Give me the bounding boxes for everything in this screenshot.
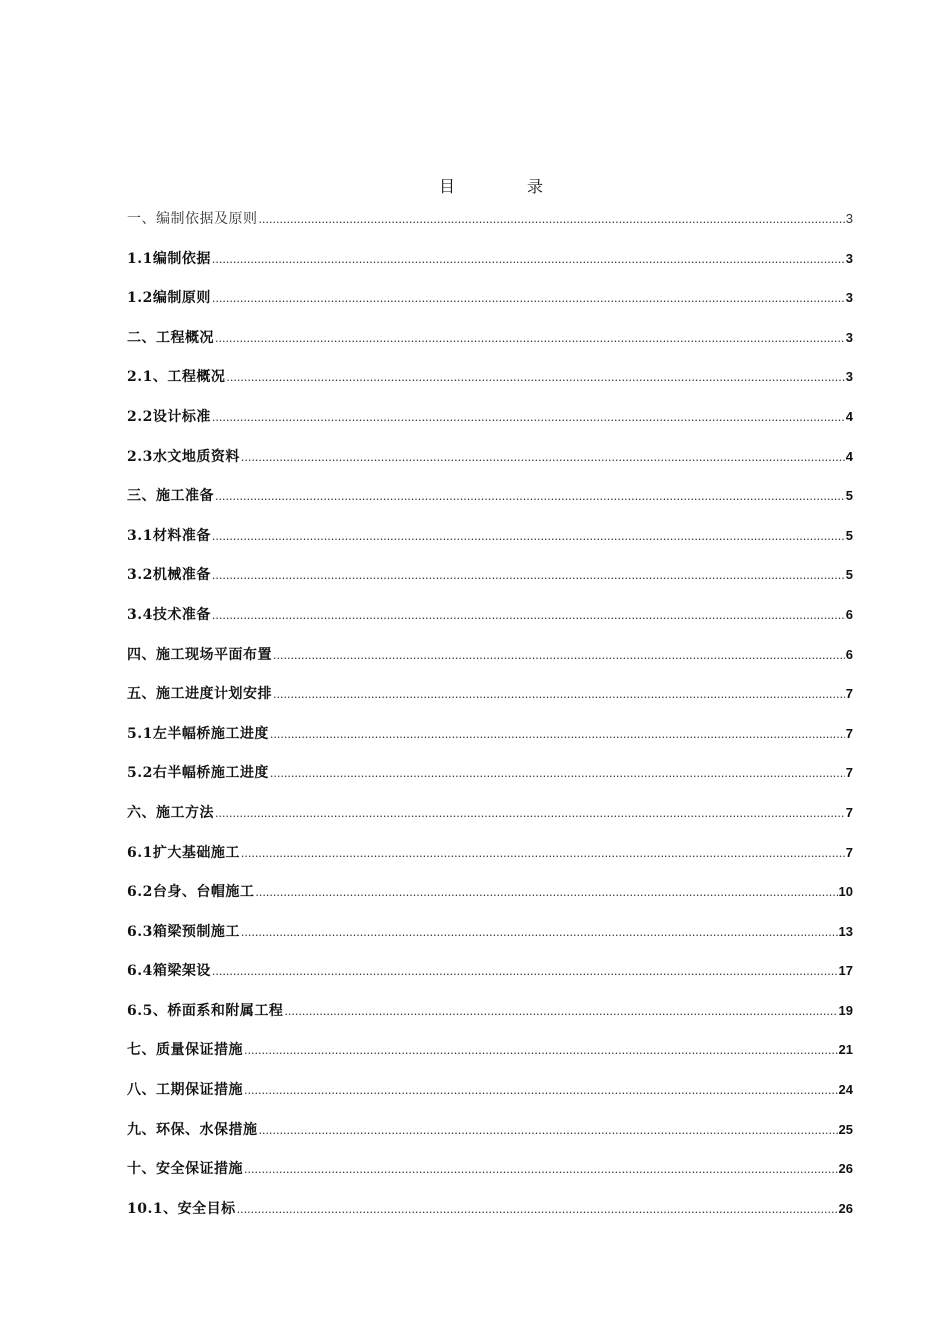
toc-entry[interactable]: [127, 406, 853, 446]
toc-dot-leader: [255, 886, 837, 899]
toc-entry[interactable]: [127, 1158, 853, 1198]
toc-entry-page: 7: [845, 844, 853, 860]
toc-entry-page: 10: [838, 884, 853, 900]
toc-dot-leader: [226, 371, 844, 384]
toc-entry[interactable]: [127, 604, 853, 644]
toc-entry-page: 3: [845, 250, 853, 266]
toc-entry[interactable]: [127, 683, 853, 723]
toc-entry-label: 2.1、工程概况: [127, 369, 226, 386]
toc-entry-page: 24: [838, 1082, 853, 1098]
toc-entry-label: 七、质量保证措施: [127, 1042, 243, 1059]
toc-entry-page: 3: [845, 369, 853, 385]
toc-dot-leader: [259, 213, 845, 226]
toc-dot-leader: [237, 1203, 838, 1216]
toc-dot-leader: [273, 649, 845, 662]
toc-dot-leader: [215, 490, 845, 503]
toc-entry-page: 3: [845, 290, 853, 306]
toc-entry[interactable]: [127, 1198, 853, 1238]
toc-entry-label: 6.2台身、台帽施工: [127, 884, 255, 901]
toc-entry-page: 5: [845, 567, 853, 583]
toc-entry-page: 6: [845, 606, 853, 622]
toc-entry[interactable]: [127, 644, 853, 684]
toc-entry-page: 5: [845, 527, 853, 543]
toc-entry-label: 5.2右半幅桥施工进度: [127, 765, 269, 782]
toc-entry-label: 六、施工方法: [127, 804, 214, 821]
toc-entry-page: 3: [845, 211, 853, 226]
toc-entry[interactable]: [127, 921, 853, 961]
toc-entry[interactable]: [127, 525, 853, 565]
toc-entry-page: 5: [845, 488, 853, 504]
toc-entry[interactable]: [127, 248, 853, 288]
toc-entry-label: 6.3箱梁预制施工: [127, 923, 240, 940]
toc-entry[interactable]: [127, 485, 853, 525]
toc-entry-page: 19: [838, 1002, 853, 1018]
toc-entry-label: 3.4技术准备: [127, 606, 211, 623]
toc-entry-page: 7: [845, 804, 853, 820]
toc-entry[interactable]: [127, 446, 853, 486]
toc-dot-leader: [241, 926, 838, 939]
toc-dot-leader: [212, 530, 845, 543]
toc-entry-page: 7: [845, 725, 853, 741]
toc-entry-label: 6.1扩大基础施工: [127, 844, 240, 861]
toc-entry-label: 四、施工现场平面布置: [127, 646, 272, 663]
toc-entry[interactable]: [127, 327, 853, 367]
toc-dot-leader: [215, 807, 845, 820]
toc-entry[interactable]: [127, 1000, 853, 1040]
toc-entry[interactable]: [127, 1119, 853, 1159]
toc-entry-page: 26: [838, 1200, 853, 1216]
toc-entry-label: 九、环保、水保措施: [127, 1121, 258, 1138]
toc-entry-page: 4: [845, 408, 853, 424]
toc-entry[interactable]: [127, 1039, 853, 1079]
toc-entry[interactable]: [127, 564, 853, 604]
toc-entry[interactable]: [127, 723, 853, 763]
toc-entry-label: 2.3水文地质资料: [127, 448, 240, 465]
toc-entry-label: 十、安全保证措施: [127, 1161, 243, 1178]
toc-dot-leader: [212, 253, 845, 266]
toc-dot-leader: [244, 1163, 838, 1176]
toc-dot-leader: [244, 1084, 838, 1097]
toc-entry[interactable]: [127, 881, 853, 921]
toc-entry-label: 3.1材料准备: [127, 527, 211, 544]
toc-entry[interactable]: [127, 287, 853, 327]
toc-entry-label: 一、编制依据及原则: [127, 211, 258, 227]
toc-entry-label: 10.1、安全目标: [127, 1200, 236, 1217]
toc-entry-page: 17: [838, 963, 853, 979]
toc-dot-leader: [215, 332, 845, 345]
toc-dot-leader: [270, 728, 845, 741]
toc-entry[interactable]: [127, 842, 853, 882]
toc-entry-page: 3: [845, 329, 853, 345]
toc-entry[interactable]: [127, 762, 853, 802]
toc-entry-page: 25: [838, 1121, 853, 1137]
toc-entry-page: 13: [838, 923, 853, 939]
toc-dot-leader: [273, 688, 845, 701]
toc-dot-leader: [241, 451, 845, 464]
toc-entry-label: 1.2编制原则: [127, 290, 211, 307]
toc-dot-leader: [212, 569, 845, 582]
toc-entry-label: 1.1编制依据: [127, 250, 211, 267]
toc-entry-label: 3.2机械准备: [127, 567, 211, 584]
toc-entry-page: 26: [838, 1161, 853, 1177]
toc-dot-leader: [270, 767, 845, 780]
toc-dot-leader: [284, 1005, 837, 1018]
toc-entry-label: 二、工程概况: [127, 329, 214, 346]
toc-entry-page: 4: [845, 448, 853, 464]
toc-entry-label: 6.4箱梁架设: [127, 963, 211, 980]
toc-title: 目 录: [438, 177, 571, 196]
toc-entry-label: 6.5、桥面系和附属工程: [127, 1002, 284, 1019]
toc-entry-page: 7: [845, 686, 853, 702]
toc-dot-leader: [212, 411, 845, 424]
toc-entry-label: 五、施工进度计划安排: [127, 686, 272, 703]
toc-entry[interactable]: [127, 960, 853, 1000]
toc-entry-page: 21: [838, 1042, 853, 1058]
toc-dot-leader: [241, 847, 845, 860]
toc-entry[interactable]: [127, 366, 853, 406]
toc-entry-page: 6: [845, 646, 853, 662]
toc-entry[interactable]: [127, 802, 853, 842]
toc-dot-leader: [259, 1124, 838, 1137]
toc-dot-leader: [244, 1044, 838, 1057]
toc-entry-label: 三、施工准备: [127, 488, 214, 505]
toc-dot-leader: [212, 609, 845, 622]
toc-entry-label: 2.2设计标准: [127, 408, 211, 425]
toc-dot-leader: [212, 965, 838, 978]
toc-dot-leader: [212, 292, 845, 305]
toc-entry-page: 7: [845, 765, 853, 781]
toc-entry-label: 5.1左半幅桥施工进度: [127, 725, 269, 742]
toc-entry-label: 八、工期保证措施: [127, 1082, 243, 1099]
table-of-contents: [127, 208, 853, 1237]
toc-entry[interactable]: [127, 208, 853, 248]
toc-entry[interactable]: [127, 1079, 853, 1119]
